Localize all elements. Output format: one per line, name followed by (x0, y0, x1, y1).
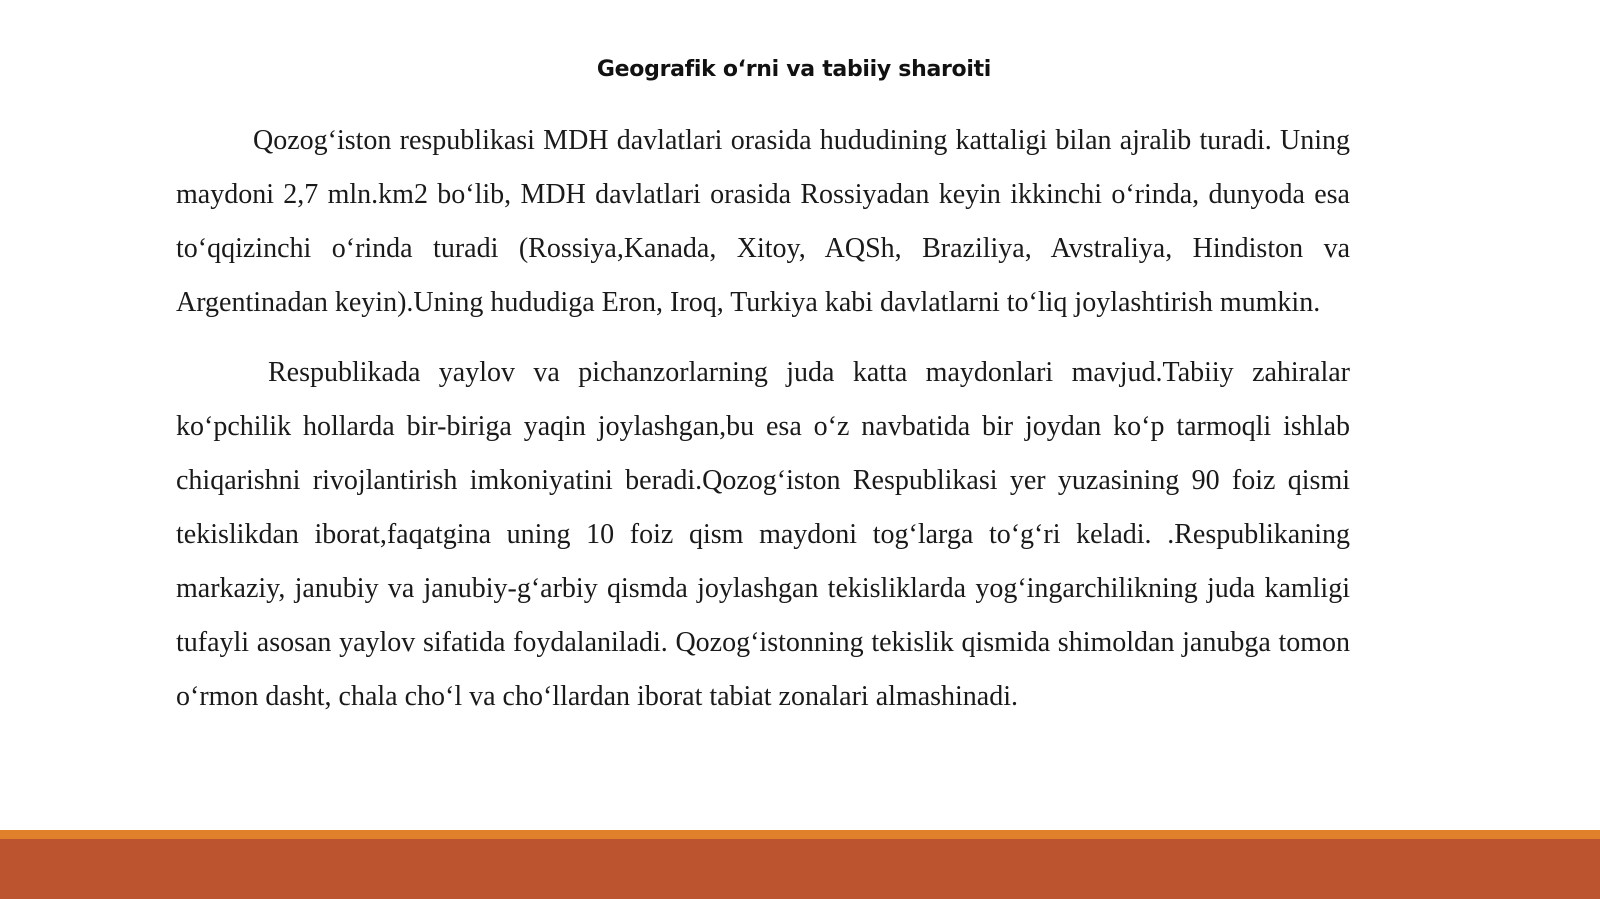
paragraph-natural-conditions: Respublikada yaylov va pichanzorlarning juda katta maydonlari mavjud.Tabiiy zahiralar ko‘pchilik hollarda bir-biriga yaqin joylashgan,bu esa o‘z navbatida bir joydan ko‘p tarmoqli ishlab chiqarishni rivojlantirish imkoniyatini beradi.Qozog‘iston Respublikasi yer yuzasining 90 foiz qismi tekislikdan iborat,faqatgina uning 10 foiz qism maydoni tog‘larga to‘g‘ri keladi. .Respublikaning markaziy, janubiy va janubiy-g‘arbiy qismda joylashgan tekisliklarda yog‘ingarchilikning juda kamligi tufayli asosan yaylov sifatida foydalaniladi. Qozog‘istonning tekislik qismida shimoldan janubga tomon o‘rmon dasht, chala cho‘l va cho‘llardan iborat tabiat zonalari almashinadi. (176, 357, 1350, 712)
footer-accent-line (0, 830, 1600, 839)
slide-title: Geografik o‘rni va tabiiy sharoiti (596, 57, 992, 82)
footer-bar (0, 839, 1600, 899)
slide-body (176, 114, 1350, 724)
paragraph-geographic-position: Qozog‘iston respublikasi MDH davlatlari orasida hududining kattaligi bilan ajralib turadi. Uning maydoni 2,7 mln.km2 bo‘lib, MDH davlatlari orasida Rossiyadan keyin ikkinchi o‘rinda, dunyoda esa to‘qqizinchi o‘rinda turadi (Rossiya,Kanada, Xitoy, AQSh, Braziliya, Avstraliya, Hindiston va Argentinadan keyin).Uning hududiga Eron, Iroq, Turkiya kabi davlatlarni to‘liq joylashtirish mumkin. (176, 125, 1350, 318)
